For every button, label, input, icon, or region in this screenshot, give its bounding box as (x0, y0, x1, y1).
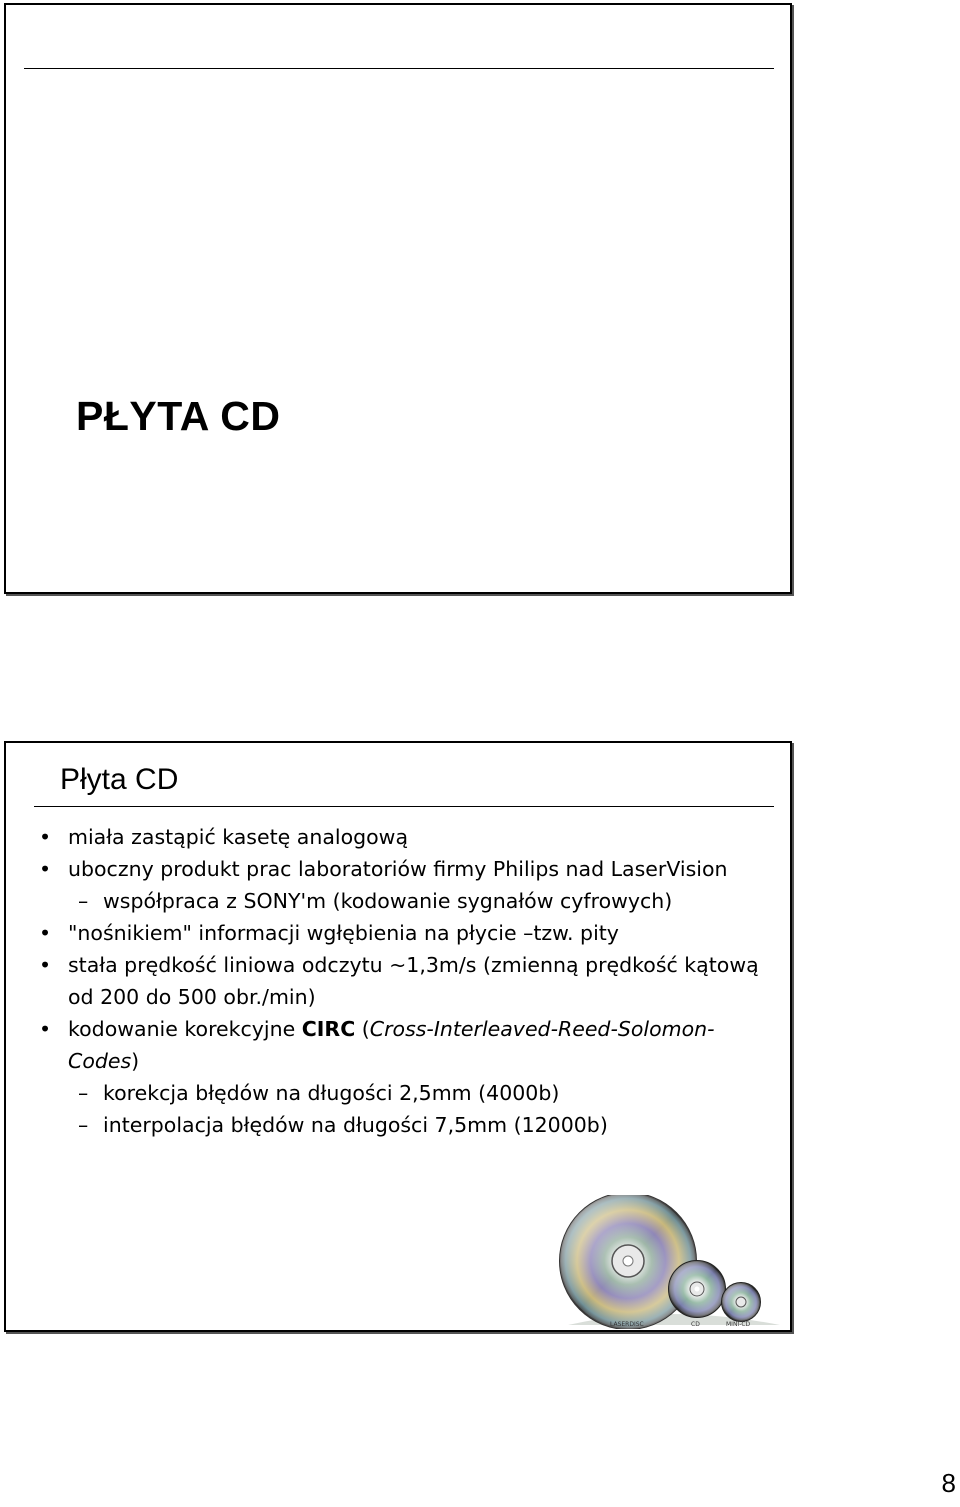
content-slide (4, 741, 792, 1332)
sub-bullet-item: – korekcja błędów na długości 2,5mm (4000b) (6, 1077, 794, 1109)
bullet-item: • "nośnikiem" informacji wgłębienia na płycie –tzw. pity (6, 917, 794, 949)
title-slide (4, 3, 792, 594)
bullet-item: • kodowanie korekcyjne CIRC (Cross-Interleaved-Reed-Solomon-Codes) (6, 1013, 794, 1077)
label-cd: CD (691, 1321, 700, 1328)
bullet-item: • stała prędkość liniowa odczytu ~1,3m/s (zmienną prędkość kątową od 200 do 500 obr./min) (6, 949, 794, 1013)
slide-title: PŁYTA CD (76, 393, 281, 439)
optical-discs-image (548, 1195, 784, 1329)
bullet-item: • uboczny produkt prac laboratoriów firmy Philips nad LaserVision (6, 853, 794, 885)
slide-heading: Płyta CD (60, 763, 179, 796)
circ-acronym: CIRC (301, 1017, 356, 1041)
page-number: 8 (941, 1468, 956, 1498)
bullet-list (6, 821, 794, 1141)
label-laserdisc: LASERDISC (610, 1321, 644, 1328)
sub-bullet-item: – interpolacja błędów na długości 7,5mm (12000b) (6, 1109, 794, 1141)
label-mini-cd: MINI-CD (726, 1321, 751, 1328)
circ-expansion: Cross-Interleaved-Reed-Solomon-Codes (68, 1017, 715, 1073)
bullet-item: • miała zastąpić kasetę analogową (6, 821, 794, 853)
sub-bullet-item: – współpraca z SONY'm (kodowanie sygnałów cyfrowych) (6, 885, 794, 917)
title-divider (24, 68, 774, 69)
heading-divider (34, 806, 774, 807)
